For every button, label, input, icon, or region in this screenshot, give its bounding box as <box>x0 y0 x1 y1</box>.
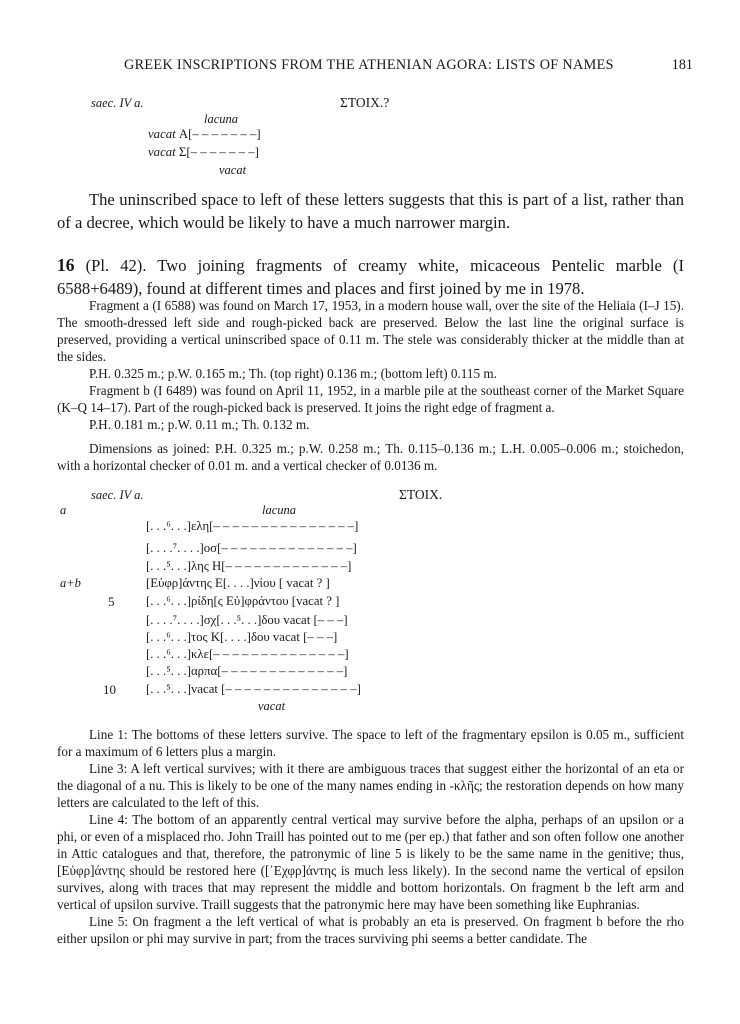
commentary-line-1: Line 1: The bottoms of these letters survive. The space to left of the fragmentary epsilon is 0.05 m., sufficient for a maximum of 6 letters plus a margin. <box>57 727 684 759</box>
date-label: saec. IV a. <box>91 488 144 502</box>
stoich-label: ΣΤΟΙΧ. <box>399 487 443 502</box>
running-header: GREEK INSCRIPTIONS FROM THE ATHENIAN AGORA: LISTS OF NAMES <box>124 57 614 73</box>
inscription-line: [. . .⁵. . .]λης Η[– – – – – – – – – – – – –] <box>146 559 352 573</box>
inscription-line: [. . .⁶. . .]ρίδη[ς Εὐ]φράντου [vacat ? ] <box>146 594 340 608</box>
paragraph-intro: The uninscribed space to left of these letters suggests that this is part of a list, rather than of a decree, which would be likely to have a much narrower margin. <box>57 190 684 232</box>
inscription-line: [. . .⁶. . .]ελη[– – – – – – – – – – – – – – –] <box>146 519 359 533</box>
line-number: 5 <box>108 594 115 609</box>
date-label: saec. IV a. <box>91 96 144 110</box>
vacat-label: vacat <box>219 163 247 177</box>
entry-heading: 16 (Pl. 42). Two joining fragments of creamy white, micaceous Pentelic marble (I 6588+6489), found at different times and places and first joined by me in 1978. <box>57 255 684 298</box>
stoich-label: ΣΤΟΙΧ.? <box>340 95 390 110</box>
inscription-line: [. . .⁶. . .]τος Κ[. . . .]δου vacat [– – –] <box>146 630 338 644</box>
inscription-line: vacat Σ[– – – – – – –] <box>148 145 259 159</box>
commentary <box>57 726 684 947</box>
inscription-line: [. . .⁵. . .]αρπα[– – – – – – – – – – – – –] <box>146 664 348 678</box>
description-block: Fragment a (I 6588) was found on March 17, 1953, in a modern house wall, over the site of the Heliaia (I–J 15). The smooth-dressed left side and rough-picked back are preserved. Below the last line the original surface is preserved, providing a vertical uninscribed space of 0.11 m. The stele was considerably thicker at the middle than at the sides. P.H. 0.325 m.; p.W. 0.165 m.; Th. (top right) 0.136 m.; (bottom left) 0.115 m. Fragment b (I 6489) was found on April 11, 1952, in a marble pile at the southeast corner of the Market Square (K–Q 14–17). Part of the rough-picked back is preserved. It joins the right edge of fragment a. P.H. 0.181 m.; p.W. 0.11 m.; Th. 0.132 m. Dimensions as joined: P.H. 0.325 m.; p.W. 0.258 m.; Th. 0.115–0.136 m.; L.H. 0.005–0.006 m.; stoichedon, with a horizontal checker of 0.01 m. and a vertical checker of 0.0136 m. <box>57 298 684 473</box>
commentary-line-5: Line 5: On fragment a the left vertical of what is probably an eta is preserved. On fragment b before the rho either upsilon or phi may survive in part; from the traces surviving phi seems a better candidate. The <box>57 914 684 946</box>
inscription-line: [. . . .⁷. . . .]σχ[. . .⁵. . .]δου vacat [– – –] <box>146 613 348 627</box>
fragment-label-a: a <box>60 503 67 517</box>
inscription-line: [. . .⁶. . .]κλε[– – – – – – – – – – – – – –] <box>146 647 349 661</box>
page-number: 181 <box>671 57 693 73</box>
lacuna-label: lacuna <box>204 112 239 126</box>
commentary-line-4: Line 4: The bottom of an apparently central vertical may survive before the alpha, perhaps of an upsilon or a phi, or even of a misplaced rho. John Traill has pointed out to me (per ep.) that father and son often follow one another in Attic catalogues and that, therefore, the patronymic of line 5 is likely to be the same name in the genitive; thus, [Εὐφρ]άντης should be restored here ([᾿Εχφρ]άντης is much less likely). In the second name the vertical of epsilon survives, along with traces that may represent the middle and bottom horizontals. On fragment b the left arm and vertical of upsilon survive. Traill suggests that the patronymic here may have been something like Euphranias. <box>57 812 684 912</box>
commentary-line-3: Line 3: A left vertical survives; with it there are ambiguous traces that suggest either the horizontal of an eta or the diagonal of a nu. This is likely to be one of the many names ending in -κλῆς; the restoration depends on how many letters are calculated to the left of this. <box>57 761 684 810</box>
inscription-line: vacat Α[– – – – – – –] <box>148 127 261 141</box>
inscription-line: [. . .⁵. . .]vacat [– – – – – – – – – – – – – –] <box>146 682 361 696</box>
line-number: 10 <box>103 682 116 697</box>
fragment-label-ab: a+b <box>60 576 81 590</box>
inscription-line: [Εὐφρ]άντης Ε[. . . .]νίου [ vacat ? ] <box>146 576 330 590</box>
lacuna-label: lacuna <box>262 503 297 517</box>
vacat-label: vacat <box>258 699 286 713</box>
inscription-line: [. . . .⁷. . . .]οσ[– – – – – – – – – – – – – –] <box>146 541 357 555</box>
